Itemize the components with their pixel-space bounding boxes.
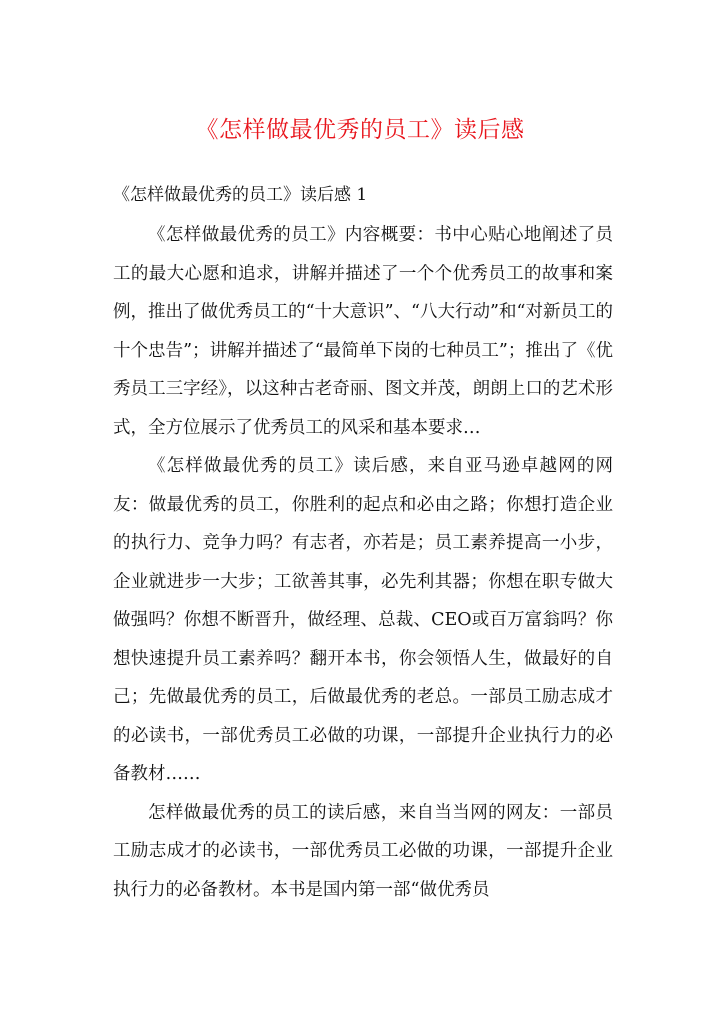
document-body xyxy=(113,216,613,909)
paragraph-dangdang-review: 怎样做最优秀的员工的读后感，来自当当网的网友：一部员工励志成才的必读书，一部优秀员工必做的功课，一部提升企业执行力的必备教材。本书是国内第一部“做优秀员 xyxy=(113,802,613,900)
paragraph-summary: 《怎样做最优秀的员工》内容概要：书中心贴心地阐述了员工的最大心愿和追求，讲解并描述了一个个优秀员工的故事和案例，推出了做优秀员工的“十大意识”、“八大行动”和“对新员工的十个忠告”；讲解并描述了“最简单下岗的七种员工”；推出了《优秀员工三字经》，以这种古老奇丽、图文并茂，朗朗上口的艺术形式，全方位展示了优秀员工的风采和基本要求… xyxy=(113,225,613,438)
section-heading: 《怎样做最优秀的员工》读后感 1 xyxy=(113,185,368,205)
document-title: 《怎样做最优秀的员工》读后感 xyxy=(195,117,525,143)
paragraph-amazon-review: 《怎样做最优秀的员工》读后感，来自亚马逊卓越网的网友：做最优秀的员工，你胜利的起点和必由之路；你想打造企业的执行力、竞争力吗？有志者，亦若是；员工素养提高一小步，企业就进步一大步；工欲善其事，必先利其器；你想在职专做大做强吗？你想不断晋升，做经理、总裁、CEO或百万富翁吗？你想快速提升员工素养吗？翻开本书，你会领悟人生，做最好的自己；先做最优秀的员工，后做最优秀的老总。一部员工励志成才的必读书，一部优秀员工必做的功课，一部提升企业执行力的必备教材…… xyxy=(113,456,613,784)
